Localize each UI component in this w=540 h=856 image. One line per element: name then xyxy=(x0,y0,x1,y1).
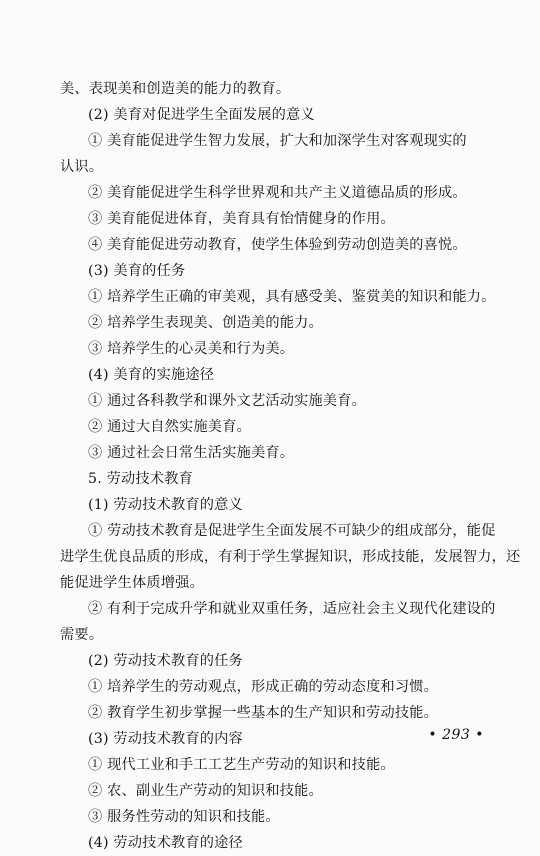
text-line: ② 农、副业生产劳动的知识和技能。 xyxy=(88,783,323,799)
text-line: (2) 劳动技术教育的任务 xyxy=(88,653,243,669)
text-line: ③ 通过社会日常生活实施美育。 xyxy=(88,445,295,461)
text-line: (1) 劳动技术教育的意义 xyxy=(88,497,243,513)
text-line: ① 美育能促进学生智力发展，扩大和加深学生对客观现实的 xyxy=(88,133,467,149)
text-line: 认识。 xyxy=(60,159,104,175)
text-line: ② 教育学生初步掌握一些基本的生产知识和劳动技能。 xyxy=(88,705,439,721)
text-line: 美、表现美和创造美的能力的教育。 xyxy=(60,81,291,97)
text-line: 能促进学生体质增强。 xyxy=(60,575,204,591)
text-line: ① 现代工业和手工工艺生产劳动的知识和技能。 xyxy=(88,757,395,773)
text-line: 进学生优良品质的形成，有利于学生掌握知识，形成技能，发展智力，还 xyxy=(60,549,521,565)
text-line: ① 培养学生的劳动观点，形成正确的劳动态度和习惯。 xyxy=(88,679,439,695)
text-line: ③ 培养学生的心灵美和行为美。 xyxy=(88,341,295,357)
text-line: ② 通过大自然实施美育。 xyxy=(88,419,251,435)
text-line: (4) 劳动技术教育的途径 xyxy=(88,835,243,851)
text-line: (4) 美育的实施途径 xyxy=(88,367,215,383)
text-line: ① 劳动技术教育是促进学生全面发展不可缺少的组成部分，能促 xyxy=(88,523,496,539)
section-heading: 5. 劳动技术教育 xyxy=(88,471,193,487)
page-number: • 293 • xyxy=(428,727,484,743)
text-line: ① 通过各科教学和课外文艺活动实施美育。 xyxy=(88,393,367,409)
text-line: (3) 美育的任务 xyxy=(88,263,186,279)
text-line: (2) 美育对促进学生全面发展的意义 xyxy=(88,107,315,123)
text-line: ③ 服务性劳动的知识和技能。 xyxy=(88,809,280,825)
text-line: ② 培养学生表现美、创造美的能力。 xyxy=(88,315,323,331)
text-line: ④ 美育能促进劳动教育，使学生体验到劳动创造美的喜悦。 xyxy=(88,237,467,253)
text-line: ③ 美育能促进体育，美育具有怡情健身的作用。 xyxy=(88,211,395,227)
text-line: ② 有利于完成升学和就业双重任务，适应社会主义现代化建设的 xyxy=(88,601,496,617)
text-line: ② 美育能促进学生科学世界观和共产主义道德品质的形成。 xyxy=(88,185,467,201)
text-line: 需要。 xyxy=(60,627,104,643)
text-line: (3) 劳动技术教育的内容 xyxy=(88,731,243,747)
text-line: ① 培养学生正确的审美观，具有感受美、鉴赏美的知识和能力。 xyxy=(88,289,496,305)
